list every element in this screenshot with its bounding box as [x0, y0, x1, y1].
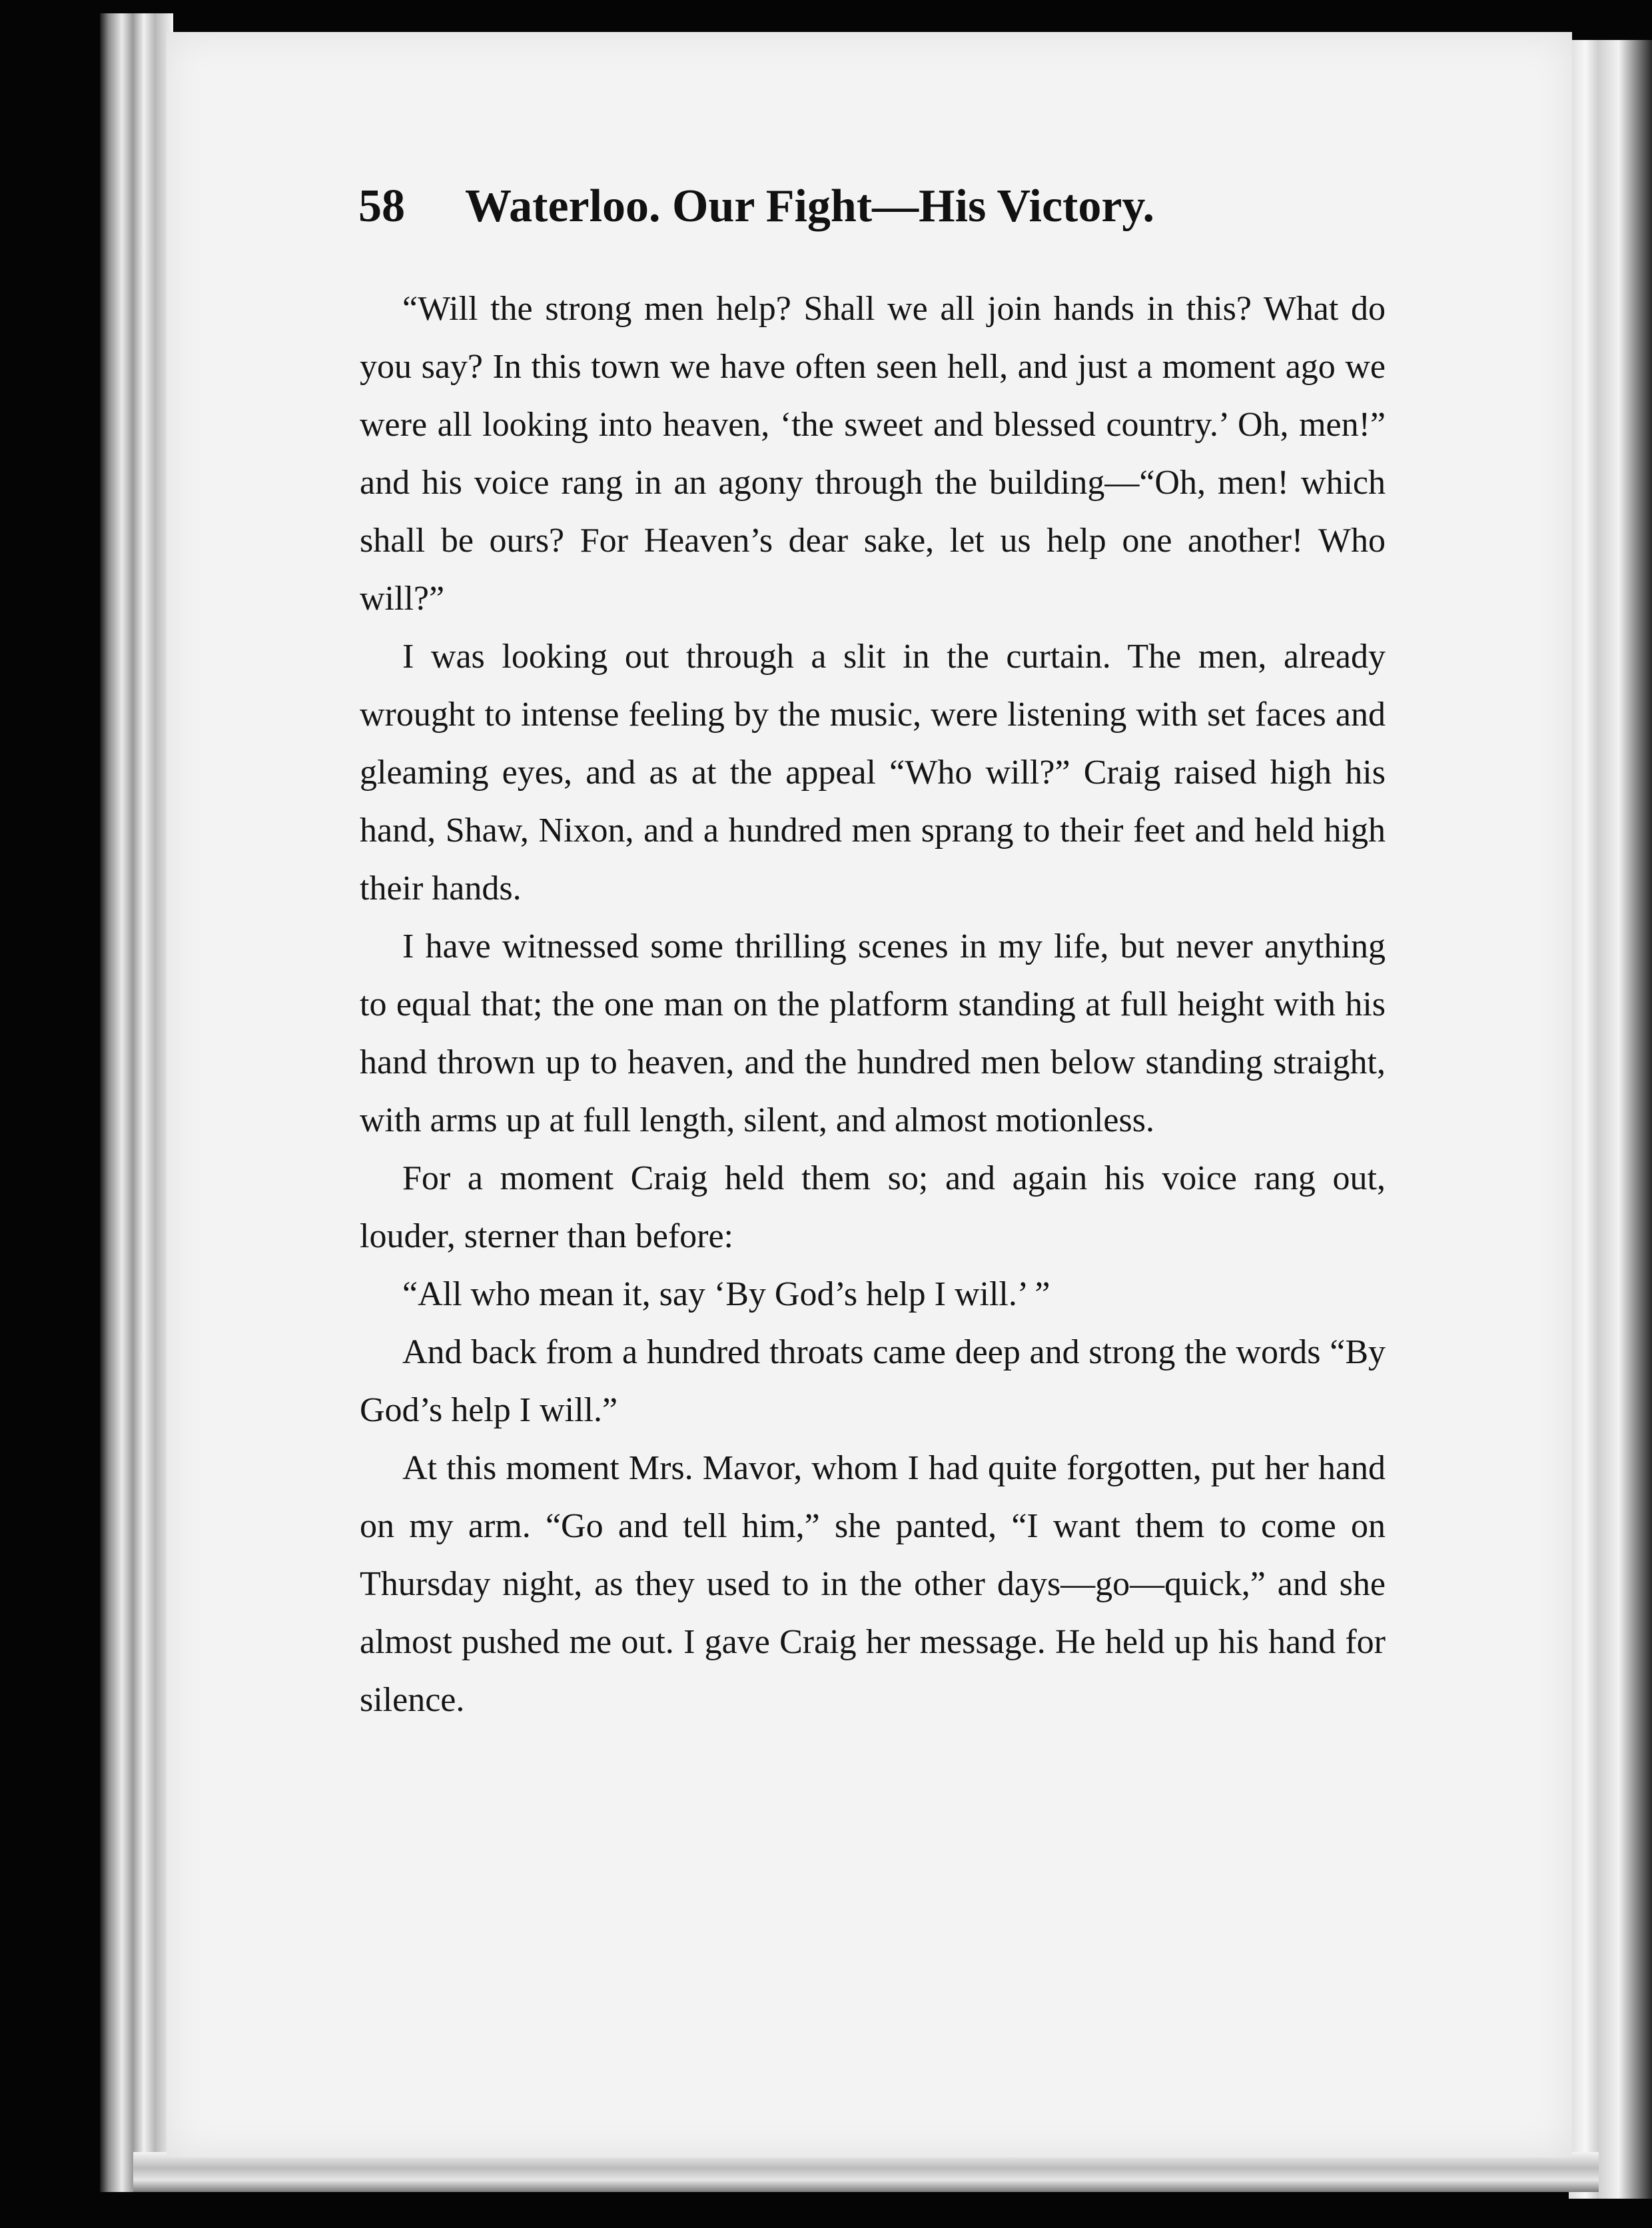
- book-page-edges-right: [1569, 40, 1652, 2199]
- paragraph-1: “Will the strong men help? Shall we all join hands in this? What do you say? In this town we have often seen hell, and just a moment ago we were all looking into heaven, ‘the sweet and blessed country.’ Oh, men!” and his voice rang in an agony through the building—“Oh, men! which shall be ours? For Heaven’s dear sake, let us help one another! Who will?”: [360, 290, 1386, 618]
- running-header: [358, 180, 1398, 253]
- paragraph-4: For a moment Craig held them so; and again his voice rang out, louder, sterner than before:: [360, 1159, 1386, 1255]
- book-page-edges-left: [100, 13, 173, 2192]
- page-number: 58: [358, 181, 405, 232]
- body-text: [360, 280, 1386, 1729]
- running-title: Waterloo. Our Fight—His Victory.: [465, 181, 1155, 232]
- paragraph-2: I was looking out through a slit in the curtain. The men, already wrought to intense feeling by the music, were listening with set faces and gleaming eyes, and as at the appeal “Who will?” Craig raised high his hand, Shaw, Nixon, and a hundred men sprang to their feet and held high their hands.: [360, 638, 1386, 907]
- paragraph-5: “All who mean it, say ‘By God’s help I will.’ ”: [402, 1275, 1050, 1313]
- paragraph-6: And back from a hundred throats came deep and strong the words “By God’s help I will.”: [360, 1333, 1386, 1429]
- paragraph-7: At this moment Mrs. Mavor, whom I had quite forgotten, put her hand on my arm. “Go and tell him,” she panted, “I want them to come on Thursday night, as they used to in the other days—go—quick,” and she almost pushed me out. I gave Craig her message. He held up his hand for silence.: [360, 1449, 1386, 1719]
- book-page-edges-bottom: [133, 2152, 1599, 2192]
- paragraph-3: I have witnessed some thrilling scenes in my life, but never anything to equal that; the one man on the platform standing at full height with his hand thrown up to heaven, and the hundred men below standing straight, with arms up at full length, silent, and almost motionless.: [360, 927, 1386, 1139]
